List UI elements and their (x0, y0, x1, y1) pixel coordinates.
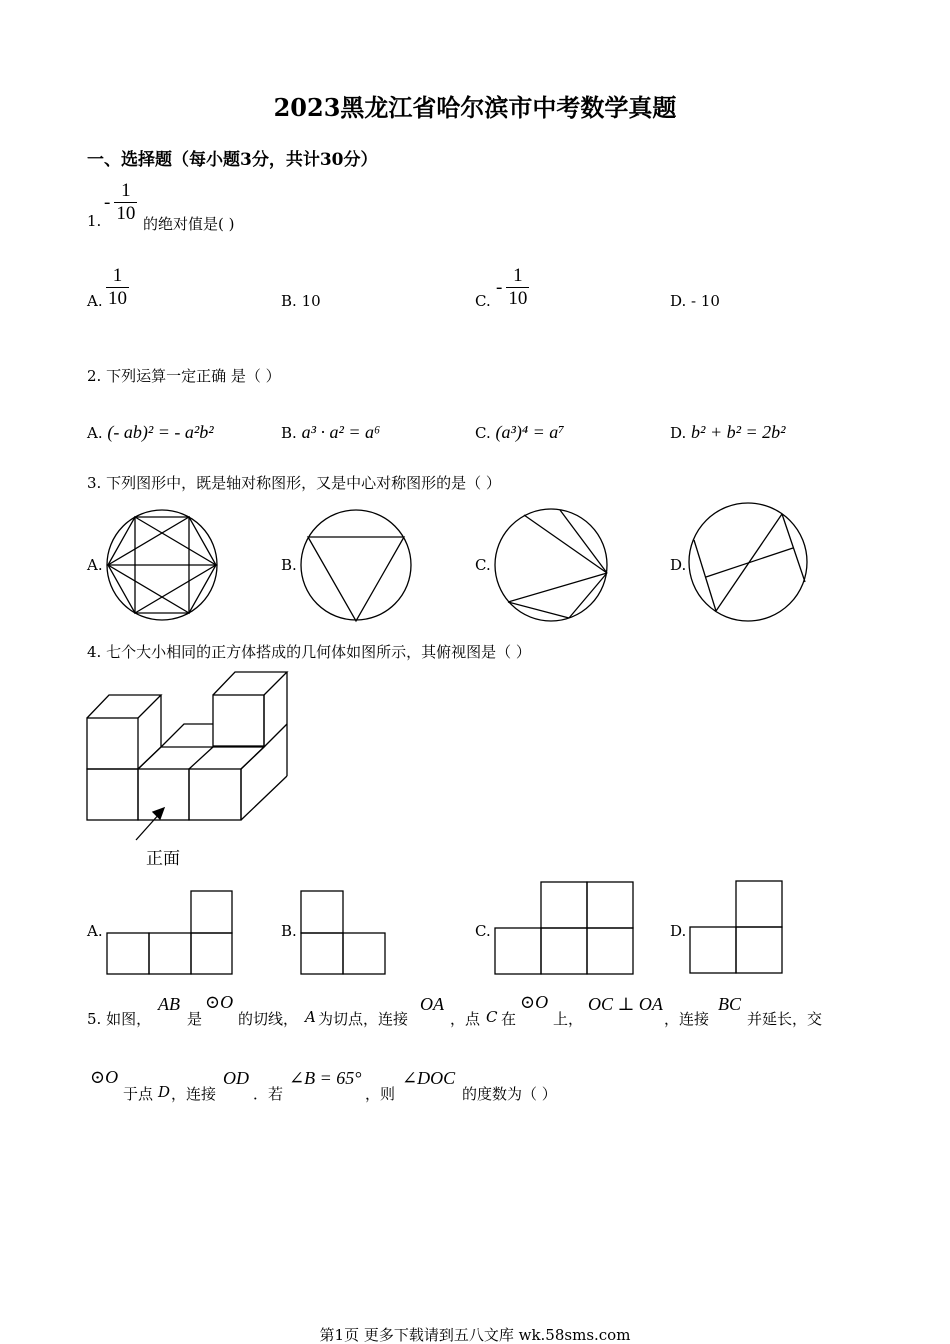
q5-point-d: D (158, 1083, 171, 1101)
page-footer: 第1页 更多下载请到五八文库 wk.58sms.com (319, 1326, 631, 1344)
q5-line1-part9: 并延长，交 (747, 1010, 823, 1028)
q5-math-circle-o-1: ⊙O (205, 992, 234, 1012)
q4-option-a-label: A. (87, 922, 103, 940)
q1-option-a-fraction: $\frac{1}{10}$ (108, 265, 127, 309)
q4-front-label: 正面 (146, 849, 180, 869)
q4-option-a-figure (106, 890, 236, 978)
q4-option-c-figure (494, 881, 638, 977)
q1-option-a-label: A. (87, 292, 103, 310)
q3-figure-b (295, 505, 420, 630)
q5-line1-part4: 为切点，连接 (318, 1010, 409, 1028)
q1-option-c-label: C. (475, 292, 491, 310)
q5-math-angle-b: ∠B = 65° (289, 1068, 362, 1088)
q5-line2-part1: 于点 (123, 1085, 154, 1103)
q5-line2-part4: ，则 (365, 1085, 396, 1103)
q3-stem: 3. 下列图形中，既是轴对称图形，又是中心对称图形的是（ ） (87, 474, 501, 492)
q1-number: 1. (87, 212, 102, 230)
q3-figure-c (488, 505, 613, 630)
q4-option-b-figure (300, 890, 390, 978)
q4-stem: 4. 七个大小相同的正方体搭成的几何体如图所示，其俯视图是（ ） (87, 643, 531, 661)
q3-figure-a (100, 505, 225, 630)
q4-option-d-figure (689, 880, 789, 978)
q1-stem: 的绝对值是( ) (143, 215, 235, 233)
q1-option-d: D. - 10 (670, 292, 720, 310)
q5-line1-part2: 是 (187, 1010, 203, 1028)
q2-option-a: A. (- ab)² = - a²b² (87, 422, 214, 442)
page-title: 2023黑龙江省哈尔滨市中考数学真题 (273, 93, 677, 122)
q2-option-b: B. a³ · a² = a⁶ (281, 422, 381, 442)
q5-line1-part7: 上， (553, 1010, 584, 1028)
q5-math-od: OD (223, 1068, 249, 1088)
q5-math-angle-doc: ∠DOC (402, 1068, 456, 1088)
q5-line2-part2: ，连接 (171, 1085, 217, 1103)
q5-math-oc-perp-oa: OC ⊥ OA (588, 994, 663, 1014)
q5-line2-part3: ．若 (253, 1085, 284, 1103)
q5-math-circle-o-2: ⊙O (520, 992, 549, 1012)
q4-option-d-label: D. (670, 922, 687, 940)
q5-math-bc: BC (718, 994, 742, 1014)
q5-math-ab: AB (158, 994, 180, 1014)
q4-option-c-label: C. (475, 922, 491, 940)
q2-stem: 2. 下列运算一定正确 是（ ） (87, 367, 281, 385)
q1-fraction: - $\frac{1}{10}$ (104, 180, 136, 224)
q3-option-a-label: A. (87, 556, 103, 574)
q5-line1-part1: 5. 如图， (87, 1010, 152, 1028)
q5-line1-part8: ，连接 (664, 1010, 710, 1028)
section-heading: 一、选择题（每小题3分，共计30分） (87, 150, 378, 170)
q5-point-a: A (305, 1008, 316, 1026)
q5-point-c: C (486, 1008, 498, 1026)
q5-line1-part3: 的切线， (238, 1010, 299, 1028)
q2-option-c: C. (a³)⁴ = a⁷ (475, 422, 565, 442)
q3-option-b-label: B. (281, 556, 297, 574)
q5-math-oa: OA (420, 994, 444, 1014)
q2-option-d: D. b² + b² = 2b² (670, 422, 786, 442)
q3-figure-d (682, 500, 812, 625)
q5-math-circle-o-3: ⊙O (90, 1067, 119, 1087)
q3-option-c-label: C. (475, 556, 491, 574)
q1-option-c-fraction: - $\frac{1}{10}$ (496, 265, 528, 309)
q5-line1-part6: 在 (501, 1010, 517, 1028)
q4-solid-figure (86, 672, 291, 847)
q4-option-b-label: B. (281, 922, 297, 940)
q5-line2-part5: 的度数为（ ） (462, 1085, 557, 1103)
q5-line1-part5: ，点 (450, 1010, 481, 1028)
q1-option-b: B. 10 (281, 292, 321, 310)
q3-option-d-label: D. (670, 556, 687, 574)
